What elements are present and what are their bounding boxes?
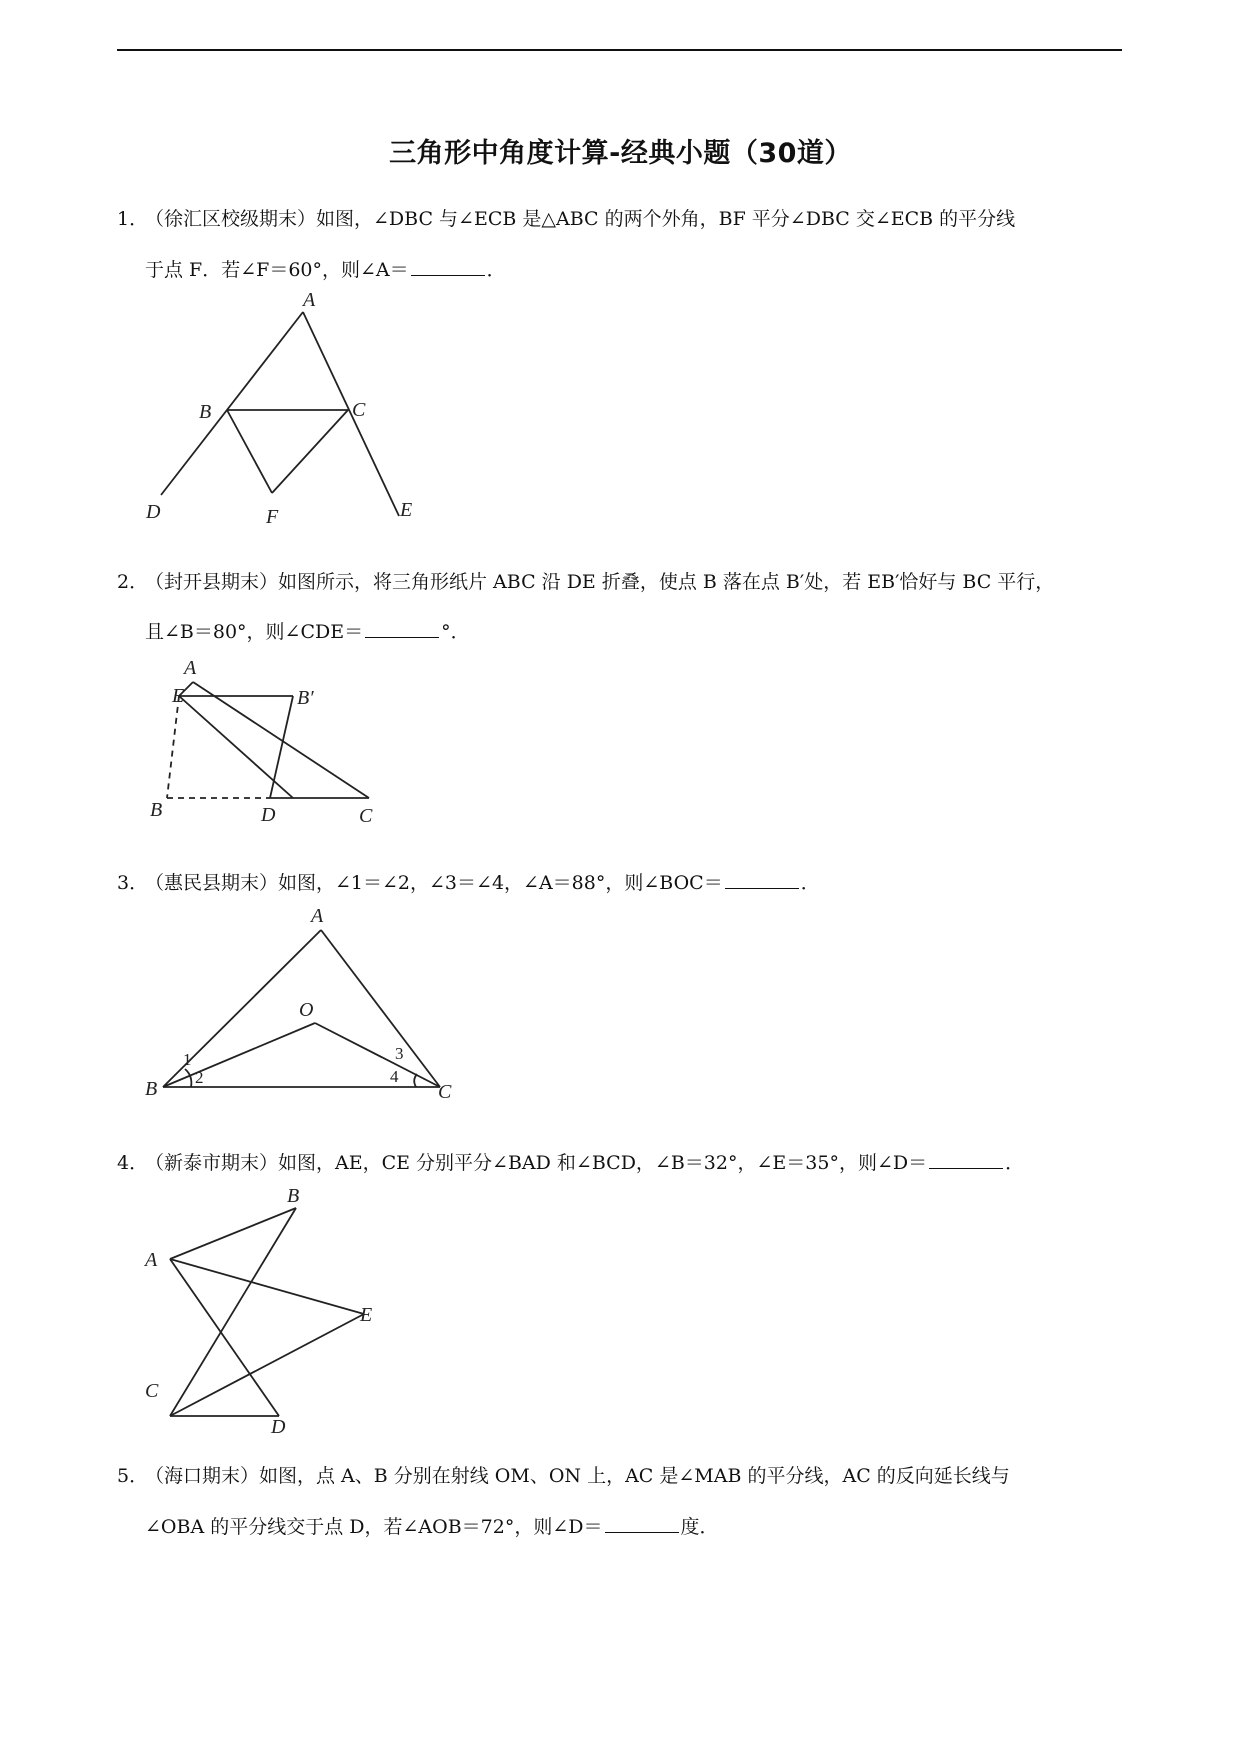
figure-line bbox=[161, 312, 303, 495]
answer-blank[interactable] bbox=[929, 1152, 1003, 1169]
question-number: 2． bbox=[117, 571, 149, 593]
question-number: 3． bbox=[117, 872, 149, 894]
figure-line bbox=[170, 1259, 364, 1314]
question-text-end: ． bbox=[1005, 1152, 1025, 1174]
question-text: （惠民县期末）如图，∠1＝∠2，∠3＝∠4，∠A＝88°，则∠BOC＝ bbox=[145, 872, 723, 894]
point-label-d: D bbox=[146, 501, 161, 523]
point-label-d: D bbox=[261, 804, 276, 826]
point-label-o: O bbox=[299, 999, 314, 1021]
point-label-a: A bbox=[145, 1249, 158, 1271]
figure-line bbox=[227, 410, 272, 493]
point-label-e: E bbox=[360, 1304, 373, 1326]
figure-3 bbox=[135, 900, 465, 1110]
point-label-a: A bbox=[184, 657, 197, 679]
point-label-a: A bbox=[311, 905, 324, 927]
question-text-end: ． bbox=[800, 872, 820, 894]
question-text-line1 bbox=[145, 868, 820, 895]
point-label-e: E bbox=[400, 499, 413, 521]
point-label-c: C bbox=[359, 805, 373, 827]
point-label-e: E bbox=[172, 685, 185, 707]
question-text: 且∠B＝80°，则∠CDE＝ bbox=[145, 621, 364, 643]
figure-4 bbox=[135, 1180, 395, 1445]
point-label-c: C bbox=[145, 1380, 159, 1402]
angle-label-1: 1 bbox=[183, 1050, 192, 1069]
figure-line bbox=[170, 1208, 296, 1416]
question-number: 4． bbox=[117, 1152, 149, 1174]
question-number: 5． bbox=[117, 1465, 149, 1487]
point-label-b: B bbox=[145, 1078, 158, 1100]
question-text-line2 bbox=[145, 255, 506, 282]
point-label-c: C bbox=[352, 399, 366, 421]
figure-line bbox=[270, 696, 293, 798]
point-label-b-prime: B′ bbox=[297, 687, 314, 709]
point-label-f: F bbox=[266, 506, 279, 528]
point-label-a: A bbox=[303, 289, 316, 311]
figure-line-dashed bbox=[167, 696, 179, 798]
question-text: ∠OBA 的平分线交于点 D，若∠AOB＝72°，则∠D＝ bbox=[145, 1516, 603, 1538]
figure-line bbox=[170, 1208, 296, 1259]
point-label-c: C bbox=[438, 1081, 452, 1103]
answer-blank[interactable] bbox=[605, 1516, 679, 1533]
figure-line bbox=[170, 1314, 364, 1416]
point-label-b: B bbox=[150, 799, 163, 821]
question-text-line1 bbox=[145, 1148, 1024, 1175]
figure-2 bbox=[135, 650, 415, 830]
question-text: （新泰市期末）如图，AE，CE 分别平分∠BAD 和∠BCD，∠B＝32°，∠E＝35°，则∠D＝ bbox=[145, 1152, 928, 1174]
question-text-end: 度． bbox=[680, 1516, 719, 1538]
question-text-line2 bbox=[145, 1512, 719, 1539]
header-rule bbox=[117, 49, 1122, 51]
answer-blank[interactable] bbox=[411, 259, 485, 276]
angle-label-2: 2 bbox=[195, 1068, 204, 1087]
angle-label-3: 3 bbox=[395, 1044, 404, 1063]
question-text-end: °． bbox=[441, 621, 470, 643]
question-text-end: ． bbox=[486, 259, 506, 281]
question-text-line1: （徐汇区校级期末）如图，∠DBC 与∠ECB 是△ABC 的两个外角，BF 平分∠DBC 交∠ECB 的平分线 bbox=[145, 208, 1016, 230]
figure-line bbox=[315, 1023, 440, 1087]
angle-arc bbox=[414, 1074, 417, 1087]
figure-line bbox=[272, 410, 348, 493]
question-text: 于点 F．若∠F＝60°，则∠A＝ bbox=[145, 259, 409, 281]
figure-line bbox=[303, 312, 399, 516]
figure-1 bbox=[135, 290, 435, 530]
figure-line bbox=[170, 1259, 279, 1416]
page-title: 三角形中角度计算-经典小题（30道） bbox=[389, 138, 852, 169]
point-label-b: B bbox=[199, 401, 212, 423]
question-text-line1: （封开县期末）如图所示，将三角形纸片 ABC 沿 DE 折叠，使点 B 落在点 B′处，若 EB′恰好与 BC 平行， bbox=[145, 571, 1055, 593]
angle-label-4: 4 bbox=[390, 1067, 399, 1086]
point-label-d: D bbox=[271, 1416, 286, 1438]
point-label-b: B bbox=[287, 1185, 300, 1207]
question-text-line2 bbox=[145, 617, 470, 644]
answer-blank[interactable] bbox=[365, 621, 439, 638]
figure-line bbox=[193, 682, 369, 798]
question-number: 1． bbox=[117, 208, 149, 230]
question-text-line1: （海口期末）如图，点 A、B 分别在射线 OM、ON 上，AC 是∠MAB 的平分线，AC 的反向延长线与 bbox=[145, 1465, 1010, 1487]
answer-blank[interactable] bbox=[725, 872, 799, 889]
figure-line bbox=[321, 930, 440, 1087]
